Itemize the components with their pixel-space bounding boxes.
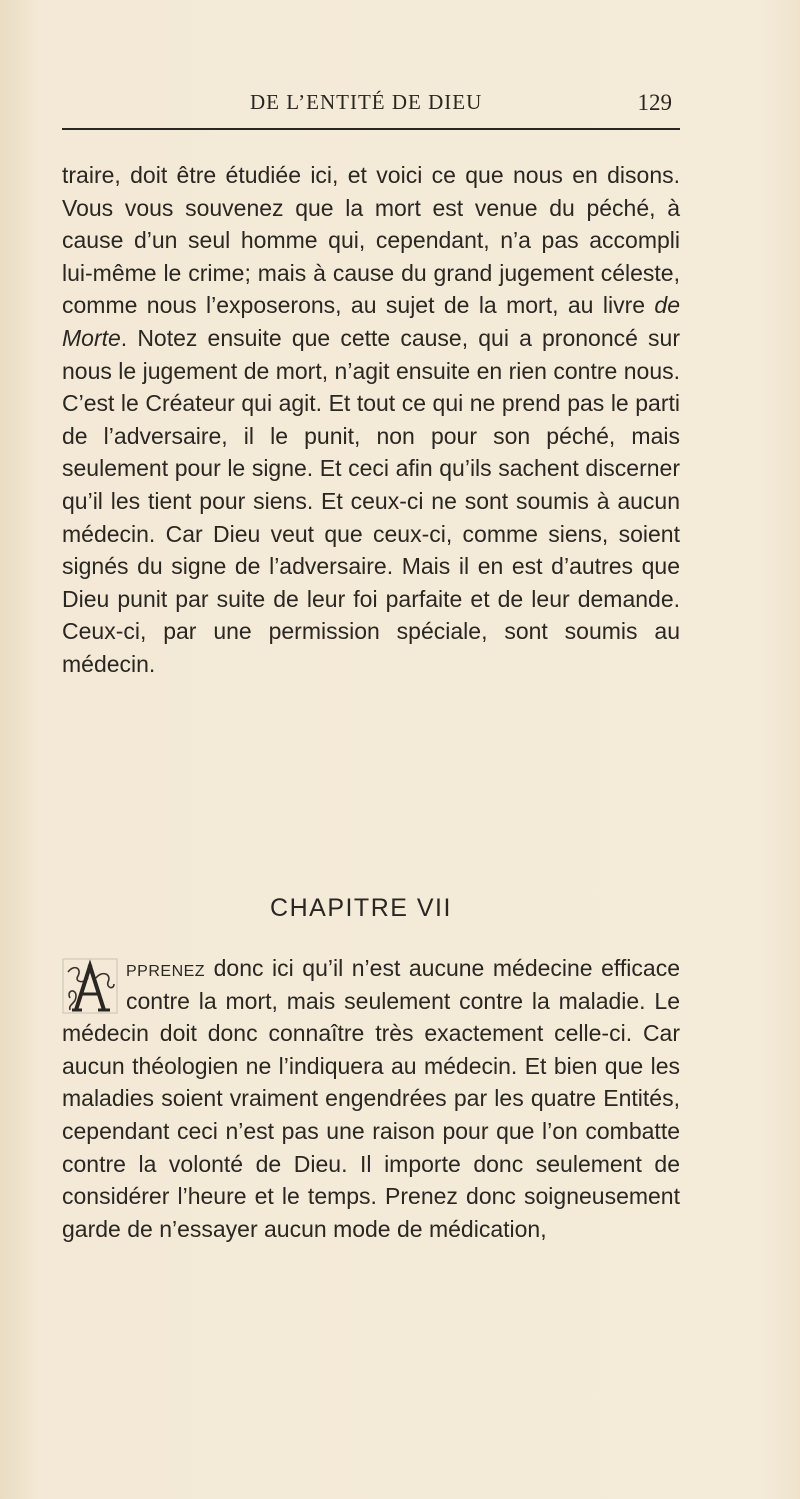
page-header [62,86,680,126]
book-title-italic: de Morte [62,292,680,351]
chapter-paragraph [62,952,680,1245]
text-block-chapter [62,952,680,1245]
running-title: DE L’ENTITÉ DE DIEU [250,90,483,114]
text-block-continuation [62,159,680,681]
chapter-heading: CHAPITRE VII [270,894,452,922]
header-rule [62,128,680,130]
drop-cap-ornament [62,958,118,1014]
chapter-lead-word: pprenez [126,955,206,981]
chapter-text: donc ici qu’il n’est aucune médecine efficace contre la mort, mais seulement contre la maladie. Le médecin doit donc connaître très exactement celle-ci. Car aucun théologien ne l’indiquera au médecin. Et bien que les maladies soient vraiment engendrées par les quatre Entités, cependant ceci n’est pas une raison pour que l’on combatte contre la volonté de Dieu. Il importe donc seulement de considérer l’heure et le temps. Prenez donc soigneusement garde de n’essayer aucun mode de médication, [62,955,680,1242]
paragraph-text-part2: . Notez ensuite que cette cause, qui a prononcé sur nous le jugement de mort, n’agit ensuite en rien contre nous. C’est le Créateur qui agit. Et tout ce qui ne prend pas le parti de l’adversaire, il le punit, non pour son péché, mais seulement pour le signe. Et ceci afin qu’ils sachent discerner qu’il les tient pour siens. Et ceux-ci ne sont soumis à aucun médecin. Car Dieu veut que ceux-ci, comme siens, soient signés du signe de l’adversaire. Mais il en est d’autres que Dieu punit par suite de leur foi parfaite et de leur demande. Ceux-ci, par une permission spéciale, sont soumis au médecin. [62,324,680,677]
paragraph-text-part1: traire, doit être étudiée ici, et voici ce que nous en disons. Vous vous souvenez que la mort est venue du péché, à cause d’un seul homme qui, cependant, n’a pas accompli lui-même le crime; mais à cause du grand jugement céleste, comme nous l’exposerons, au sujet de la mort, au livre [62,162,680,319]
paragraph-continuation [62,159,680,681]
page-number: 129 [637,90,672,115]
ornamental-initial-icon [62,958,118,1014]
